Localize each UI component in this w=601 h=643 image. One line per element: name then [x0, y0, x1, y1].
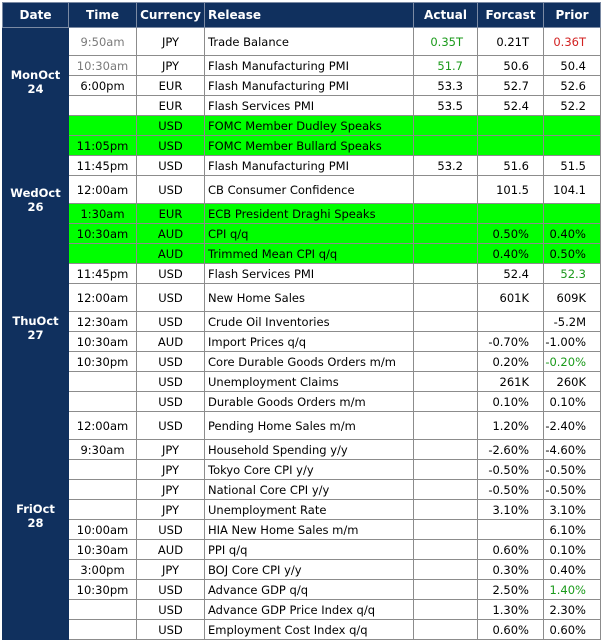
actual-cell	[414, 460, 478, 480]
currency-cell: JPY	[137, 28, 205, 56]
release-cell: Employment Cost Index q/q	[205, 620, 414, 640]
time-cell	[69, 96, 137, 116]
forecast-cell: 50.6	[478, 56, 544, 76]
actual-cell	[414, 332, 478, 352]
currency-cell: USD	[137, 264, 205, 284]
release-cell: Trade Balance	[205, 28, 414, 56]
currency-cell: EUR	[137, 204, 205, 224]
forecast-cell	[478, 520, 544, 540]
prior-cell: 6.10%	[544, 520, 601, 540]
prior-cell: 52.2	[544, 96, 601, 116]
release-cell: Unemployment Rate	[205, 500, 414, 520]
forecast-cell: -0.70%	[478, 332, 544, 352]
currency-cell: USD	[137, 312, 205, 332]
release-cell: Durable Goods Orders m/m	[205, 392, 414, 412]
currency-cell: AUD	[137, 540, 205, 560]
header-forecast: Forcast	[478, 3, 544, 28]
prior-cell: -0.20%	[544, 352, 601, 372]
release-cell: Crude Oil Inventories	[205, 312, 414, 332]
release-cell: CPI q/q	[205, 224, 414, 244]
currency-cell: AUD	[137, 244, 205, 264]
prior-cell: 0.60%	[544, 620, 601, 640]
header-prior: Prior	[544, 3, 601, 28]
date-label: MonOct 24	[10, 67, 61, 96]
prior-cell: -5.2M	[544, 312, 601, 332]
actual-cell	[414, 264, 478, 284]
release-cell: BOJ Core CPI y/y	[205, 560, 414, 580]
prior-cell: -4.60%	[544, 440, 601, 460]
actual-cell	[414, 284, 478, 312]
release-cell: FOMC Member Bullard Speaks	[205, 136, 414, 156]
time-cell: 10:30am	[69, 332, 137, 352]
header-time: Time	[69, 3, 137, 28]
date-label: FriOct 28	[16, 501, 55, 530]
time-cell: 1:30am	[69, 204, 137, 224]
prior-cell: 0.10%	[544, 540, 601, 560]
actual-cell	[414, 244, 478, 264]
table-row	[3, 580, 601, 600]
release-cell: Flash Manufacturing PMI	[205, 76, 414, 96]
table-row	[3, 56, 601, 76]
table-row	[3, 284, 601, 312]
time-cell	[69, 620, 137, 640]
forecast-cell: 0.50%	[478, 224, 544, 244]
release-cell: New Home Sales	[205, 284, 414, 312]
actual-cell	[414, 312, 478, 332]
calendar-body	[3, 28, 601, 640]
prior-cell: 2.30%	[544, 600, 601, 620]
release-cell: Flash Services PMI	[205, 96, 414, 116]
forecast-cell: 0.60%	[478, 540, 544, 560]
release-cell: Unemployment Claims	[205, 372, 414, 392]
forecast-cell: 601K	[478, 284, 544, 312]
currency-cell: JPY	[137, 460, 205, 480]
currency-cell: USD	[137, 176, 205, 204]
release-cell: Advance GDP q/q	[205, 580, 414, 600]
table-row	[3, 76, 601, 96]
actual-cell	[414, 204, 478, 224]
prior-cell: 50.4	[544, 56, 601, 76]
actual-cell	[414, 560, 478, 580]
time-cell	[69, 500, 137, 520]
actual-cell	[414, 352, 478, 372]
time-cell	[69, 480, 137, 500]
release-cell: Core Durable Goods Orders m/m	[205, 352, 414, 372]
forecast-cell: 0.10%	[478, 392, 544, 412]
currency-cell: USD	[137, 600, 205, 620]
prior-cell: 52.6	[544, 76, 601, 96]
time-cell: 12:00am	[69, 412, 137, 440]
currency-cell: EUR	[137, 96, 205, 116]
forecast-cell: 1.20%	[478, 412, 544, 440]
actual-cell	[414, 372, 478, 392]
table-row	[3, 96, 601, 116]
currency-cell: USD	[137, 620, 205, 640]
table-row	[3, 156, 601, 176]
release-cell: National Core CPI y/y	[205, 480, 414, 500]
forecast-cell	[478, 136, 544, 156]
table-row	[3, 620, 601, 640]
currency-cell: AUD	[137, 224, 205, 244]
time-cell: 12:30am	[69, 312, 137, 332]
table-row	[3, 460, 601, 480]
actual-cell: 51.7	[414, 56, 478, 76]
actual-cell	[414, 500, 478, 520]
header-currency: Currency	[137, 3, 205, 28]
table-row	[3, 412, 601, 440]
time-cell: 11:05pm	[69, 136, 137, 156]
forecast-cell: 101.5	[478, 176, 544, 204]
forecast-cell: -2.60%	[478, 440, 544, 460]
time-cell: 3:00pm	[69, 560, 137, 580]
table-row	[3, 116, 601, 136]
prior-cell	[544, 204, 601, 224]
forecast-cell: 0.20%	[478, 352, 544, 372]
table-row	[3, 600, 601, 620]
time-cell: 12:00am	[69, 284, 137, 312]
date-cell	[3, 136, 69, 264]
time-cell	[69, 600, 137, 620]
table-row	[3, 28, 601, 56]
prior-cell: 1.40%	[544, 580, 601, 600]
release-cell: Tokyo Core CPI y/y	[205, 460, 414, 480]
table-row	[3, 440, 601, 460]
table-row	[3, 204, 601, 224]
forecast-cell: 3.10%	[478, 500, 544, 520]
release-cell: ECB President Draghi Speaks	[205, 204, 414, 224]
release-cell: Flash Manufacturing PMI	[205, 156, 414, 176]
table-row	[3, 264, 601, 284]
actual-cell: 0.35T	[414, 28, 478, 56]
currency-cell: USD	[137, 284, 205, 312]
prior-cell: 0.40%	[544, 224, 601, 244]
currency-cell: USD	[137, 412, 205, 440]
actual-cell	[414, 224, 478, 244]
prior-cell: 0.10%	[544, 392, 601, 412]
currency-cell: USD	[137, 520, 205, 540]
forecast-cell: 2.50%	[478, 580, 544, 600]
forecast-cell: 0.21T	[478, 28, 544, 56]
actual-cell	[414, 480, 478, 500]
currency-cell: JPY	[137, 56, 205, 76]
release-cell: Advance GDP Price Index q/q	[205, 600, 414, 620]
date-label: WedOct 26	[10, 185, 61, 214]
time-cell: 6:00pm	[69, 76, 137, 96]
header-actual: Actual	[414, 3, 478, 28]
date-cell	[3, 392, 69, 640]
actual-cell	[414, 392, 478, 412]
actual-cell	[414, 176, 478, 204]
actual-cell: 53.3	[414, 76, 478, 96]
table-row	[3, 352, 601, 372]
forecast-cell	[478, 312, 544, 332]
time-cell: 10:30pm	[69, 580, 137, 600]
table-row	[3, 312, 601, 332]
release-cell: Import Prices q/q	[205, 332, 414, 352]
prior-cell: 0.40%	[544, 560, 601, 580]
prior-cell: 51.5	[544, 156, 601, 176]
actual-cell	[414, 136, 478, 156]
forecast-cell: 52.4	[478, 264, 544, 284]
date-cell	[3, 264, 69, 392]
forecast-cell: 52.4	[478, 96, 544, 116]
currency-cell: USD	[137, 580, 205, 600]
actual-cell: 53.2	[414, 156, 478, 176]
table-row	[3, 136, 601, 156]
time-cell: 10:30am	[69, 56, 137, 76]
header-row	[3, 3, 601, 28]
prior-cell: 52.3	[544, 264, 601, 284]
forecast-cell	[478, 204, 544, 224]
forecast-cell: -0.50%	[478, 460, 544, 480]
table-row	[3, 392, 601, 412]
prior-cell: -0.50%	[544, 480, 601, 500]
prior-cell: 3.10%	[544, 500, 601, 520]
release-cell: Pending Home Sales m/m	[205, 412, 414, 440]
actual-cell	[414, 540, 478, 560]
actual-cell: 53.5	[414, 96, 478, 116]
table-row	[3, 372, 601, 392]
time-cell	[69, 460, 137, 480]
prior-cell	[544, 136, 601, 156]
release-cell: Household Spending y/y	[205, 440, 414, 460]
release-cell: Flash Manufacturing PMI	[205, 56, 414, 76]
release-cell: Flash Services PMI	[205, 264, 414, 284]
header-release: Release	[205, 3, 414, 28]
forecast-cell: 52.7	[478, 76, 544, 96]
currency-cell: JPY	[137, 480, 205, 500]
table-row	[3, 176, 601, 204]
time-cell: 11:45pm	[69, 156, 137, 176]
table-row	[3, 332, 601, 352]
actual-cell	[414, 600, 478, 620]
header-date: Date	[3, 3, 69, 28]
currency-cell: USD	[137, 372, 205, 392]
forecast-cell: 0.40%	[478, 244, 544, 264]
time-cell: 12:00am	[69, 176, 137, 204]
table-row	[3, 560, 601, 580]
currency-cell: USD	[137, 116, 205, 136]
prior-cell: 0.36T	[544, 28, 601, 56]
forecast-cell: 1.30%	[478, 600, 544, 620]
actual-cell	[414, 440, 478, 460]
prior-cell: 0.50%	[544, 244, 601, 264]
prior-cell	[544, 116, 601, 136]
actual-cell	[414, 412, 478, 440]
forecast-cell: 0.60%	[478, 620, 544, 640]
prior-cell: 609K	[544, 284, 601, 312]
release-cell: CB Consumer Confidence	[205, 176, 414, 204]
date-cell	[3, 28, 69, 136]
currency-cell: JPY	[137, 440, 205, 460]
currency-cell: USD	[137, 392, 205, 412]
release-cell: HIA New Home Sales m/m	[205, 520, 414, 540]
actual-cell	[414, 580, 478, 600]
time-cell: 9:30am	[69, 440, 137, 460]
currency-cell: USD	[137, 136, 205, 156]
table-row	[3, 244, 601, 264]
time-cell: 11:45pm	[69, 264, 137, 284]
actual-cell	[414, 116, 478, 136]
prior-cell: 104.1	[544, 176, 601, 204]
economic-calendar-table	[2, 2, 601, 640]
table-row	[3, 500, 601, 520]
table-row	[3, 520, 601, 540]
currency-cell: AUD	[137, 332, 205, 352]
currency-cell: JPY	[137, 560, 205, 580]
table-row	[3, 224, 601, 244]
table-row	[3, 540, 601, 560]
time-cell	[69, 372, 137, 392]
time-cell: 10:30am	[69, 540, 137, 560]
currency-cell: EUR	[137, 76, 205, 96]
prior-cell: -2.40%	[544, 412, 601, 440]
forecast-cell: 51.6	[478, 156, 544, 176]
table-row	[3, 480, 601, 500]
prior-cell: -0.50%	[544, 460, 601, 480]
time-cell	[69, 244, 137, 264]
actual-cell	[414, 620, 478, 640]
currency-cell: JPY	[137, 500, 205, 520]
release-cell: FOMC Member Dudley Speaks	[205, 116, 414, 136]
currency-cell: USD	[137, 352, 205, 372]
time-cell	[69, 116, 137, 136]
actual-cell	[414, 520, 478, 540]
time-cell: 10:30am	[69, 224, 137, 244]
date-label: ThuOct 27	[12, 313, 59, 342]
prior-cell: 260K	[544, 372, 601, 392]
release-cell: Trimmed Mean CPI q/q	[205, 244, 414, 264]
currency-cell: USD	[137, 156, 205, 176]
time-cell: 10:30pm	[69, 352, 137, 372]
time-cell: 10:00am	[69, 520, 137, 540]
forecast-cell: -0.50%	[478, 480, 544, 500]
time-cell: 9:50am	[69, 28, 137, 56]
prior-cell: -1.00%	[544, 332, 601, 352]
forecast-cell: 0.30%	[478, 560, 544, 580]
forecast-cell: 261K	[478, 372, 544, 392]
release-cell: PPI q/q	[205, 540, 414, 560]
time-cell	[69, 392, 137, 412]
forecast-cell	[478, 116, 544, 136]
